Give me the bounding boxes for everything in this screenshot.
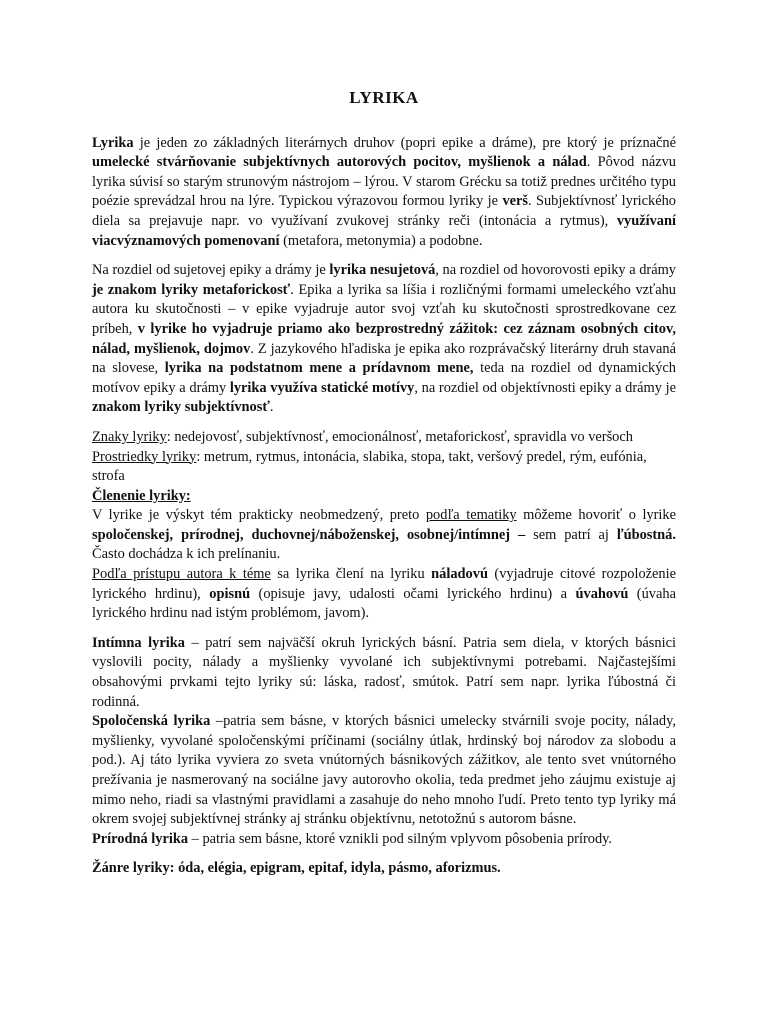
document-page bbox=[92, 88, 676, 879]
bold-term: lyrika nesujetová bbox=[329, 262, 436, 279]
bold-term: v lyrike ho vyjadruje priamo ako bezprostredný zážitok: cez záznam osobných citov, nálad, myšlienok, dojmov bbox=[92, 320, 676, 357]
classification-heading: Členenie lyriky: bbox=[92, 487, 191, 504]
intimate-lyric-paragraph: Intímna lyrika – patrí sem najväčší okruh lyrických básní. Patria sem diela, v ktorých básnici vyslovili pocity, nálady a myšlienky vyvolané ich subjektívnymi potrebami. Najčastejšími obsahovými prvkami tejto lyriky sú: láska, radosť, smútok. Patrí sem napr. lyrika ľúbostná či rodinná. bbox=[92, 634, 676, 710]
bold-term: umelecké stvárňovanie subjektívnych autorových pocitov, myšlienok a nálad bbox=[92, 154, 587, 171]
social-lyric-paragraph: Spoločenská lyrika –patria sem básne, v ktorých básnici umelecky stvárnili svoje pocity, nálady, myšlienky, vyvolané spoločenskými príčinami (sociálny útlak, hrdinský boj národov za slobodu a pod.). Aj táto lyrika vyviera zo sveta vnútorných básnikových zážitkov, ale tento svet vnútorného prežívania je nasmerovaný na sociálne javy autorovho okolia, teda predmet jeho záujmu existuje aj mimo neho, riadi sa vlastnými pravidlami a zasahuje do neho mnoho ľudí. Preto tento typ lyriky má okrem svojej subjektívnej stránky aj stránku objektívnu, netotožnú s autorom básne. bbox=[92, 713, 676, 828]
features-line: Znaky lyriky: nedejovosť, subjektívnosť, emocionálnosť, metaforickosť, spravidla vo veršoch bbox=[92, 428, 633, 445]
nature-lyric-paragraph: Prírodná lyrika – patria sem básne, ktoré vznikli pod silným vplyvom pôsobenia prírody. bbox=[92, 830, 612, 847]
genres-line: Žánre lyriky: óda, elégia, epigram, epitaf, idyla, pásmo, aforizmus. bbox=[92, 860, 501, 877]
comparison-paragraph: Na rozdiel od sujetovej epiky a drámy je lyrika nesujetová, na rozdiel od hovorovosti epiky a drámy je znakom lyriky metaforickosť. Epika a lyrika sa líšia i rozličnými formami umeleckého vzťahu autora ku skutočnosti – v epike vyjadruje autor svoj vzťah ku skutočnosti sprostredkovane cez príbeh, v lyrike ho vyjadruje priamo ako bezprostredný zážitok: cez záznam osobných citov, nálad, myšlienok, dojmov. Z jazykového hľadiska je epika ako rozprávačský literárny druh stavaná na slovese, lyrika na podstatnom mene a prídavnom mene, teda na rozdiel od dynamických motívov epiky a drámy lyrika využíva statické motívy, na rozdiel od objektívnosti epiky a drámy je znakom lyriky subjektívnosť. bbox=[92, 262, 677, 416]
bold-term: lyrika využíva statické motívy bbox=[229, 379, 415, 396]
devices-label: Prostriedky lyriky bbox=[92, 448, 197, 465]
document-title: LYRIKA bbox=[349, 88, 419, 107]
bold-term: Lyrika bbox=[92, 134, 134, 151]
bold-term: lyrika na podstatnom mene a prídavnom mene, bbox=[164, 360, 474, 377]
bold-term: využívaní viacvýznamových pomenovaní bbox=[92, 212, 676, 249]
bold-term: znakom lyriky subjektívnosť bbox=[92, 399, 270, 416]
features-label: Znaky lyriky bbox=[92, 428, 167, 445]
intro-paragraph: Lyrika je jeden zo základných literárnych druhov (popri epike a dráme), pre ktorý je príznačné umelecké stvárňovanie subjektívnych autorových pocitov, myšlienok a nálad. Pôvod názvu lyrika súvisí so starým strunovým nástrojom – lýrou. V starom Grécku sa totiž prednes určitého typu poézie sprevádzal hrou na lýre. Typickou výrazovou formou lyriky je verš. Subjektívnosť lyrického diela sa prejavuje napr. vo využívaní zvukovej stránky reči (intonácia a rytmus), využívaní viacvýznamových pomenovaní (metafora, metonymia) a podobne. bbox=[92, 134, 676, 249]
devices-line: Prostriedky lyriky: metrum, rytmus, intonácia, slabika, stopa, takt, veršový predel, rým, eufónia, strofa bbox=[92, 448, 647, 485]
bold-term: je znakom lyriky metaforickosť bbox=[92, 281, 291, 298]
classification-paragraph-theme: V lyrike je výskyt tém prakticky neobmedzený, preto podľa tematiky môžeme hovoriť o lyrike spoločenskej, prírodnej, duchovnej/náboženskej, osobnej/intímnej – sem patrí aj ľúbostná. Často dochádza k ich prelínaniu. bbox=[92, 507, 677, 563]
bold-term: verš bbox=[502, 193, 529, 210]
classification-paragraph-approach: Podľa prístupu autora k téme sa lyrika člení na lyriku náladovú (vyjadruje citové rozpoloženie lyrického hrdinu), opisnú (opisuje javy, udalosti očami lyrického hrdinu) a úvahovú (úvaha lyrického hrdinu nad istým problémom, javom). bbox=[92, 566, 676, 622]
